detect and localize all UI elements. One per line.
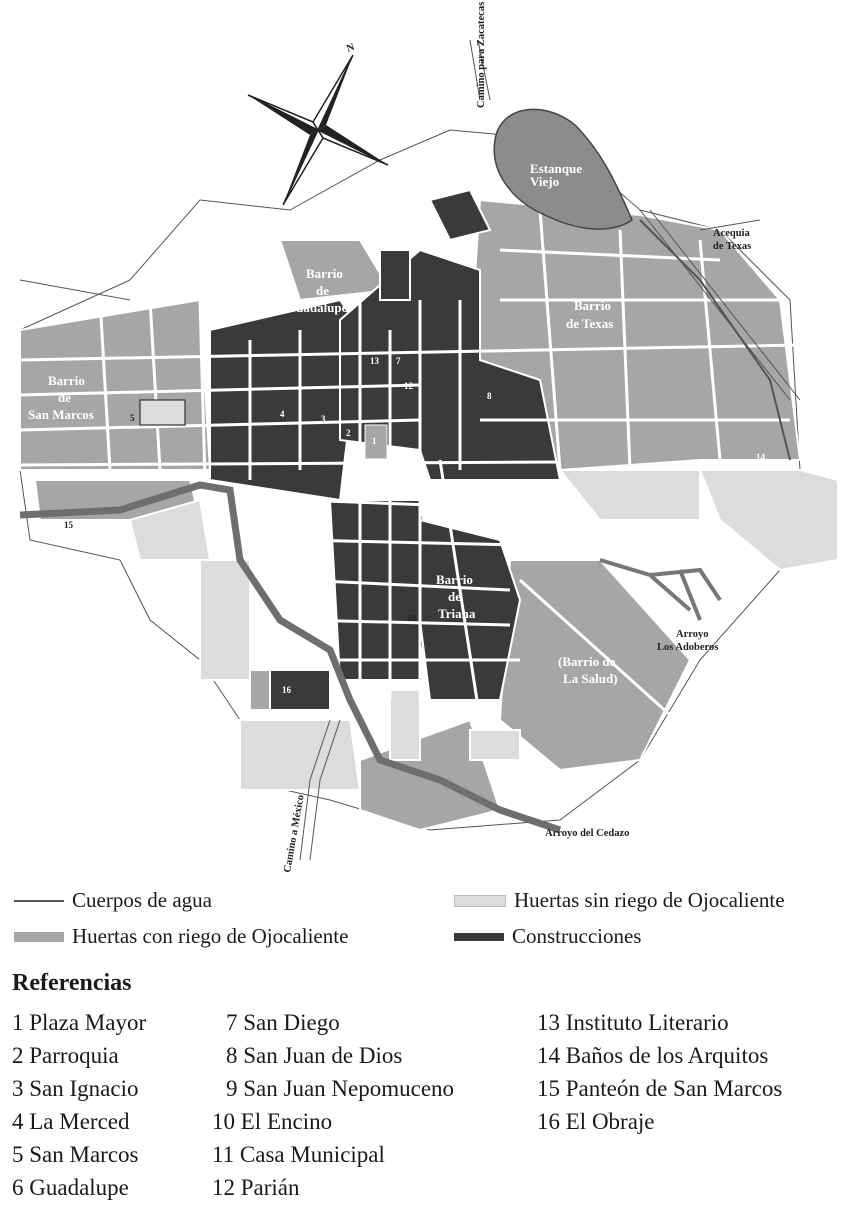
ref-number-16: 16: [282, 685, 291, 695]
references-col-2: [212, 1006, 454, 1204]
map-legend: [14, 884, 849, 964]
ref-number-2: 2: [346, 428, 351, 438]
estanque-label-1: Estanque: [530, 161, 583, 176]
estanque-label-2: Viejo: [530, 174, 560, 189]
camino-zacatecas-label: Camino para Zacatecas: [476, 1, 487, 108]
ref-number-5: 5: [130, 413, 135, 423]
reference-item: 7 San Diego: [226, 1010, 340, 1035]
references-col-3: [537, 1006, 782, 1138]
acequia-label-2: de Texas: [713, 241, 752, 252]
references-title: Referencias: [12, 970, 132, 996]
reference-item: 4 La Merced: [12, 1109, 130, 1134]
ref-number-15: 15: [64, 520, 73, 530]
ref-number-12: 12: [404, 381, 413, 391]
camino-mexico-label: Camino a México: [282, 794, 307, 874]
ref-number-8: 8: [487, 391, 492, 401]
reference-item: 9 San Juan Nepomuceno: [226, 1076, 455, 1101]
ref-number-4: 4: [280, 409, 285, 419]
barrio-guadalupe-label-1: Barrio: [306, 266, 343, 281]
barrio-salud-label-2: La Salud): [563, 671, 618, 686]
reference-item: 14 Baños de los Arquitos: [537, 1043, 769, 1068]
barrio-triana-label-2: de: [448, 589, 461, 604]
reference-item: 5 San Marcos: [12, 1142, 139, 1167]
legend-irrigated-label: Huertas con riego de Ojocaliente: [72, 924, 349, 948]
legend-dry-label: Huertas sin riego de Ojocaliente: [514, 888, 785, 912]
barrio-triana-label-1: Barrio: [436, 572, 473, 587]
reference-item: 10 El Encino: [212, 1109, 333, 1134]
ref-number-7: 7: [396, 356, 401, 366]
legend-dry: [454, 888, 785, 913]
barrio-triana-label-3: Triana: [438, 606, 476, 621]
barrio-san-marcos-label-3: San Marcos: [28, 407, 94, 422]
barrio-texas-label-2: de Texas: [566, 316, 614, 331]
reference-item: 16 El Obraje: [537, 1109, 655, 1134]
ref-number-9: 9: [527, 482, 532, 492]
legend-water-swatch: [14, 900, 64, 902]
acequia-label-1: Acequia: [713, 228, 750, 239]
legend-buildings-label: Construcciones: [512, 924, 642, 948]
arroyo-adoberos-label-1: Arroyo: [676, 629, 709, 640]
ref-number-11: 11: [373, 464, 382, 474]
barrio-texas-label-1: Barrio: [574, 298, 611, 313]
ref-number-1: 1: [372, 436, 377, 446]
barrio-guadalupe-label-2: de: [316, 283, 329, 298]
reference-item: 6 Guadalupe: [12, 1175, 129, 1200]
ref-number-3: 3: [321, 414, 326, 424]
reference-item: 3 San Ignacio: [12, 1076, 139, 1101]
san-marcos-building: [140, 400, 185, 425]
ref-number-10: 10: [407, 613, 416, 623]
reference-item: 11 Casa Municipal: [212, 1142, 385, 1167]
barrio-san-marcos-label-2: de: [58, 390, 71, 405]
barrio-salud-label-1: (Barrio de: [558, 654, 616, 669]
reference-item: 13 Instituto Literario: [537, 1010, 729, 1035]
barrio-san-marcos-label-1: Barrio: [48, 373, 85, 388]
legend-buildings: [454, 924, 641, 949]
references-col-1: [12, 1006, 146, 1204]
ref-number-14: 14: [756, 452, 765, 462]
reference-item: 2 Parroquia: [12, 1043, 119, 1068]
reference-item: 8 San Juan de Dios: [226, 1043, 403, 1068]
arroyo-cedazo-label: Arroyo del Cedazo: [545, 828, 630, 839]
barrio-guadalupe-label-3: Guadalupe: [286, 300, 348, 315]
legend-dry-swatch: [454, 895, 506, 907]
reference-item: 15 Panteón de San Marcos: [537, 1076, 783, 1101]
reference-item: 1 Plaza Mayor: [12, 1010, 147, 1035]
ref-number-6: 6: [282, 290, 287, 300]
legend-water-label: Cuerpos de agua: [72, 888, 212, 912]
ref-number-13: 13: [370, 356, 379, 366]
legend-irrigated: [14, 924, 348, 949]
legend-irrigated-swatch: [14, 932, 64, 942]
reference-item: 12 Parián: [212, 1175, 300, 1200]
legend-water: [14, 888, 212, 913]
legend-buildings-swatch: [454, 933, 504, 941]
compass-north-label: N: [345, 41, 357, 55]
arroyo-adoberos-label-2: Los Adoberos: [657, 642, 719, 653]
